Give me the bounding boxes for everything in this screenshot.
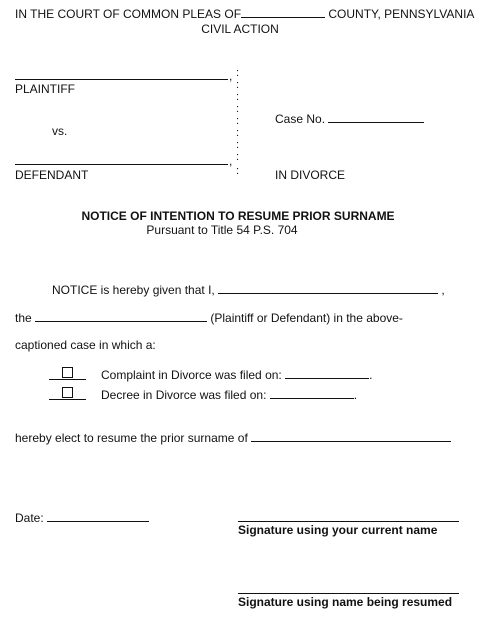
- option2-underline: [49, 399, 86, 400]
- defendant-comma: ,: [229, 154, 233, 168]
- notice-subtitle: Pursuant to Title 54 P.S. 704: [146, 223, 298, 237]
- notice-line-2: [15, 310, 403, 325]
- plaintiff-comma: ,: [229, 69, 233, 83]
- option1-underline: [49, 379, 86, 380]
- complaint-checkbox[interactable]: [62, 367, 73, 378]
- name-blank: [218, 282, 438, 294]
- defendant-label: DEFENDANT: [15, 168, 89, 182]
- vs-label: vs.: [52, 124, 68, 138]
- resumed-signature-line: [238, 593, 459, 594]
- party-text: (Plaintiff or Defendant) in the above-: [210, 311, 403, 325]
- notice-title: NOTICE OF INTENTION TO RESUME PRIOR SURNAME: [81, 209, 395, 223]
- decree-text: Decree in Divorce was filed on:: [101, 388, 267, 402]
- current-signature-label: Signature using your current name: [238, 523, 438, 537]
- date-blank: [47, 510, 149, 522]
- party-blank: [35, 310, 207, 322]
- the-text: the: [15, 311, 32, 325]
- prior-surname-blank: [251, 430, 451, 442]
- in-divorce-label: IN DIVORCE: [275, 168, 346, 182]
- elect-line: [15, 430, 451, 445]
- defendant-name-line: [15, 164, 228, 165]
- option-decree: [101, 387, 357, 402]
- court-header: [15, 6, 474, 21]
- civil-action-heading: CIVIL ACTION: [201, 22, 279, 36]
- case-no-blank: [328, 111, 424, 123]
- notice-line-1: [52, 282, 445, 297]
- elect-text: hereby elect to resume the prior surname of: [15, 431, 248, 445]
- date-line: [15, 510, 149, 525]
- court-prefix: IN THE COURT OF COMMON PLEAS OF: [15, 7, 242, 21]
- complaint-period: .: [369, 368, 373, 382]
- county-suffix: COUNTY, PENNSYLVANIA: [328, 7, 475, 21]
- plaintiff-name-line: [15, 79, 228, 80]
- resumed-signature-label: Signature using name being resumed: [238, 595, 453, 609]
- decree-checkbox[interactable]: [62, 387, 73, 398]
- notice-line-3: captioned case in which a:: [15, 338, 156, 352]
- current-signature-line: [238, 521, 459, 522]
- notice-comma: ,: [441, 283, 445, 297]
- county-blank: [241, 6, 325, 18]
- case-no-label: Case No.: [275, 112, 326, 126]
- decree-date-blank: [270, 387, 354, 399]
- complaint-date-blank: [285, 367, 369, 379]
- plaintiff-label: PLAINTIFF: [15, 82, 76, 96]
- case-number: [275, 111, 424, 126]
- notice-given-text: NOTICE is hereby given that I,: [52, 283, 215, 297]
- option-complaint: [101, 367, 372, 382]
- date-label: Date:: [15, 511, 44, 525]
- complaint-text: Complaint in Divorce was filed on:: [101, 368, 282, 382]
- decree-period: .: [353, 388, 358, 402]
